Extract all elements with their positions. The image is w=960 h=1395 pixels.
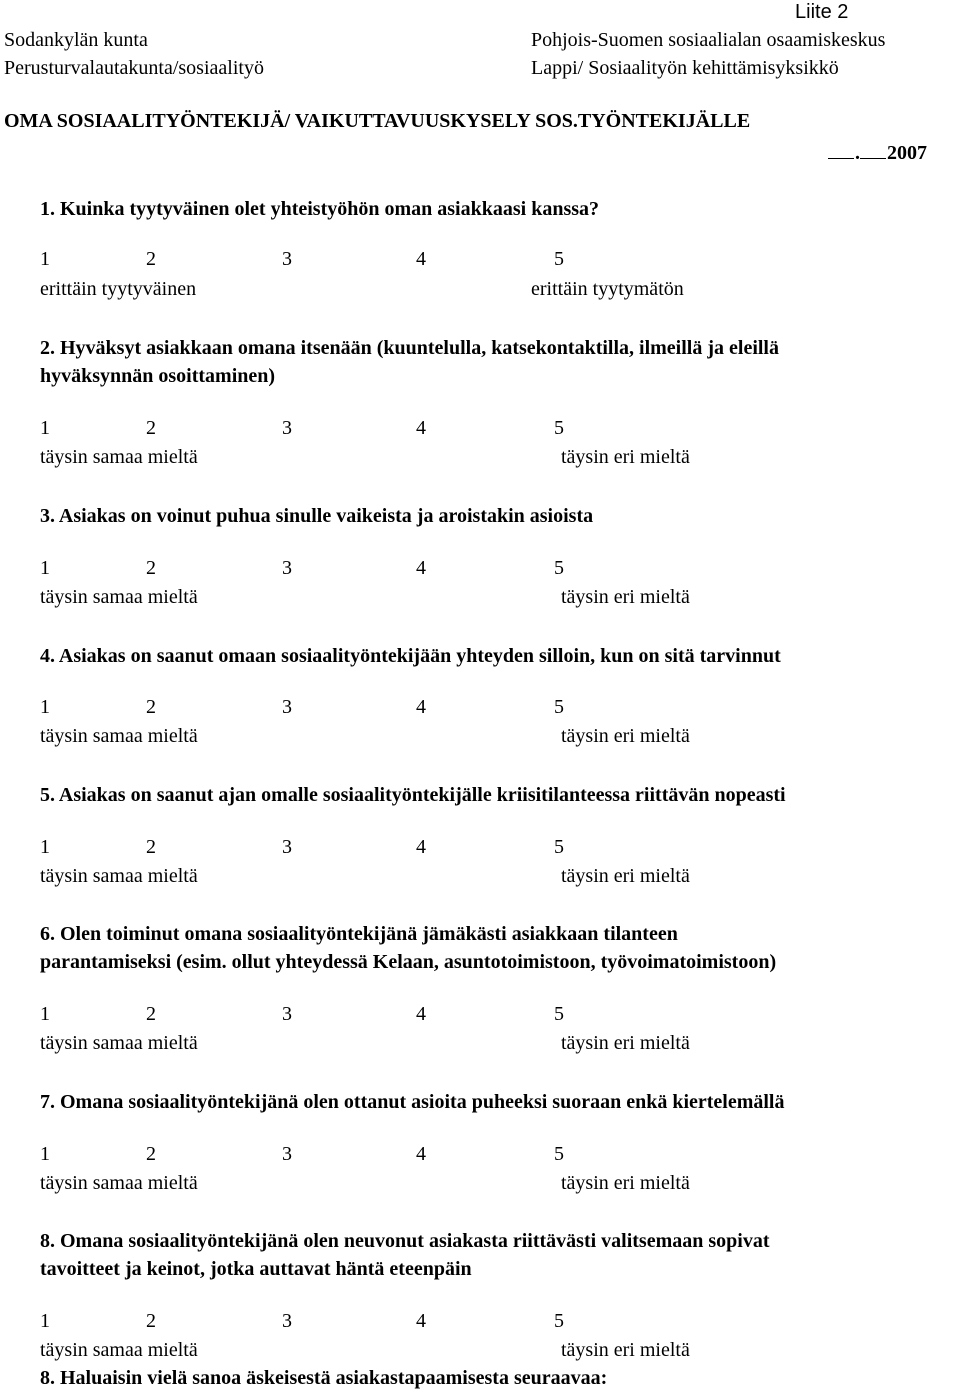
scale-label-left-7: täysin samaa mieltä (40, 1172, 198, 1194)
scale-option-3-5[interactable]: 5 (554, 557, 564, 579)
scale-option-3-1[interactable]: 1 (40, 557, 50, 579)
scale-option-5-1[interactable]: 1 (40, 836, 50, 858)
scale-option-8-4[interactable]: 4 (416, 1310, 426, 1332)
unit-name: Lappi/ Sosiaalityön kehittämisyksikkö (531, 57, 839, 79)
scale-label-right-1: erittäin tyytymätön (531, 278, 684, 300)
final-question: 8. Haluaisin vielä sanoa äskeisestä asiakastapaamisesta seuraavaa: (40, 1367, 608, 1389)
scale-option-2-5[interactable]: 5 (554, 417, 564, 439)
scale-option-4-5[interactable]: 5 (554, 696, 564, 718)
scale-option-2-2[interactable]: 2 (146, 417, 156, 439)
scale-option-5-4[interactable]: 4 (416, 836, 426, 858)
scale-option-5-3[interactable]: 3 (282, 836, 292, 858)
date-year: 2007 (887, 142, 927, 164)
scale-option-7-3[interactable]: 3 (282, 1143, 292, 1165)
scale-label-right-8: täysin eri mieltä (561, 1339, 690, 1361)
scale-label-left-3: täysin samaa mieltä (40, 586, 198, 608)
date-field[interactable] (828, 140, 927, 165)
question-6-line-2: parantamiseksi (esim. ollut yhteydessä Kelaan, asuntotoimistoon, työvoimatoimistoon) (40, 951, 777, 973)
scale-label-left-8: täysin samaa mieltä (40, 1339, 198, 1361)
scale-option-7-2[interactable]: 2 (146, 1143, 156, 1165)
scale-option-1-4[interactable]: 4 (416, 248, 426, 270)
date-blank-1[interactable] (828, 140, 854, 159)
scale-option-6-4[interactable]: 4 (416, 1003, 426, 1025)
scale-option-1-2[interactable]: 2 (146, 248, 156, 270)
scale-option-4-1[interactable]: 1 (40, 696, 50, 718)
scale-option-8-3[interactable]: 3 (282, 1310, 292, 1332)
scale-option-1-5[interactable]: 5 (554, 248, 564, 270)
question-8-line-2: tavoitteet ja keinot, jotka auttavat häntä eteenpäin (40, 1258, 472, 1280)
scale-option-6-5[interactable]: 5 (554, 1003, 564, 1025)
scale-option-8-5[interactable]: 5 (554, 1310, 564, 1332)
scale-label-left-5: täysin samaa mieltä (40, 865, 198, 887)
department-name: Perusturvalautakunta/sosiaalityö (4, 57, 264, 79)
scale-option-5-2[interactable]: 2 (146, 836, 156, 858)
scale-label-right-3: täysin eri mieltä (561, 586, 690, 608)
scale-option-3-2[interactable]: 2 (146, 557, 156, 579)
scale-label-left-4: täysin samaa mieltä (40, 725, 198, 747)
scale-label-right-7: täysin eri mieltä (561, 1172, 690, 1194)
scale-option-8-2[interactable]: 2 (146, 1310, 156, 1332)
scale-option-4-3[interactable]: 3 (282, 696, 292, 718)
scale-option-1-1[interactable]: 1 (40, 248, 50, 270)
question-4-line-1: 4. Asiakas on saanut omaan sosiaalityöntekijään yhteyden silloin, kun on sitä tarvinnut (40, 645, 781, 667)
scale-option-7-4[interactable]: 4 (416, 1143, 426, 1165)
scale-option-6-3[interactable]: 3 (282, 1003, 292, 1025)
question-8-line-1: 8. Omana sosiaalityöntekijänä olen neuvonut asiakasta riittävästi valitsemaan sopivat (40, 1230, 770, 1252)
question-5-line-1: 5. Asiakas on saanut ajan omalle sosiaalityöntekijälle kriisitilanteessa riittävän nopeasti (40, 784, 786, 806)
scale-option-1-3[interactable]: 3 (282, 248, 292, 270)
date-blank-2[interactable] (860, 140, 886, 159)
question-7-line-1: 7. Omana sosiaalityöntekijänä olen ottanut asioita puheeksi suoraan enkä kiertelemällä (40, 1091, 785, 1113)
organization-name: Pohjois-Suomen sosiaalialan osaamiskeskus (531, 29, 886, 51)
question-6-line-1: 6. Olen toiminut omana sosiaalityöntekijänä jämäkästi asiakkaan tilanteen (40, 923, 678, 945)
scale-option-5-5[interactable]: 5 (554, 836, 564, 858)
page-title: OMA SOSIAALITYÖNTEKIJÄ/ VAIKUTTAVUUSKYSELY SOS.TYÖNTEKIJÄLLE (4, 110, 751, 132)
scale-option-8-1[interactable]: 1 (40, 1310, 50, 1332)
scale-label-left-1: erittäin tyytyväinen (40, 278, 197, 300)
scale-option-4-2[interactable]: 2 (146, 696, 156, 718)
appendix-label: Liite 2 (795, 1, 849, 23)
scale-option-4-4[interactable]: 4 (416, 696, 426, 718)
scale-option-3-3[interactable]: 3 (282, 557, 292, 579)
scale-label-left-2: täysin samaa mieltä (40, 446, 198, 468)
scale-option-7-5[interactable]: 5 (554, 1143, 564, 1165)
scale-label-right-5: täysin eri mieltä (561, 865, 690, 887)
date-separator: . (855, 142, 860, 164)
question-3-line-1: 3. Asiakas on voinut puhua sinulle vaikeista ja aroistakin asioista (40, 505, 594, 527)
question-1-line-1: 1. Kuinka tyytyväinen olet yhteistyöhön oman asiakkaasi kanssa? (40, 198, 600, 220)
scale-label-right-4: täysin eri mieltä (561, 725, 690, 747)
question-2-line-1: 2. Hyväksyt asiakkaan omana itsenään (kuuntelulla, katsekontaktilla, ilmeillä ja eleillä (40, 337, 779, 359)
question-2-line-2: hyväksynnän osoittaminen) (40, 365, 276, 387)
scale-label-right-2: täysin eri mieltä (561, 446, 690, 468)
municipality-name: Sodankylän kunta (4, 29, 148, 51)
scale-option-6-2[interactable]: 2 (146, 1003, 156, 1025)
scale-label-right-6: täysin eri mieltä (561, 1032, 690, 1054)
scale-option-7-1[interactable]: 1 (40, 1143, 50, 1165)
scale-option-2-1[interactable]: 1 (40, 417, 50, 439)
scale-option-2-4[interactable]: 4 (416, 417, 426, 439)
scale-label-left-6: täysin samaa mieltä (40, 1032, 198, 1054)
scale-option-6-1[interactable]: 1 (40, 1003, 50, 1025)
scale-option-2-3[interactable]: 3 (282, 417, 292, 439)
scale-option-3-4[interactable]: 4 (416, 557, 426, 579)
